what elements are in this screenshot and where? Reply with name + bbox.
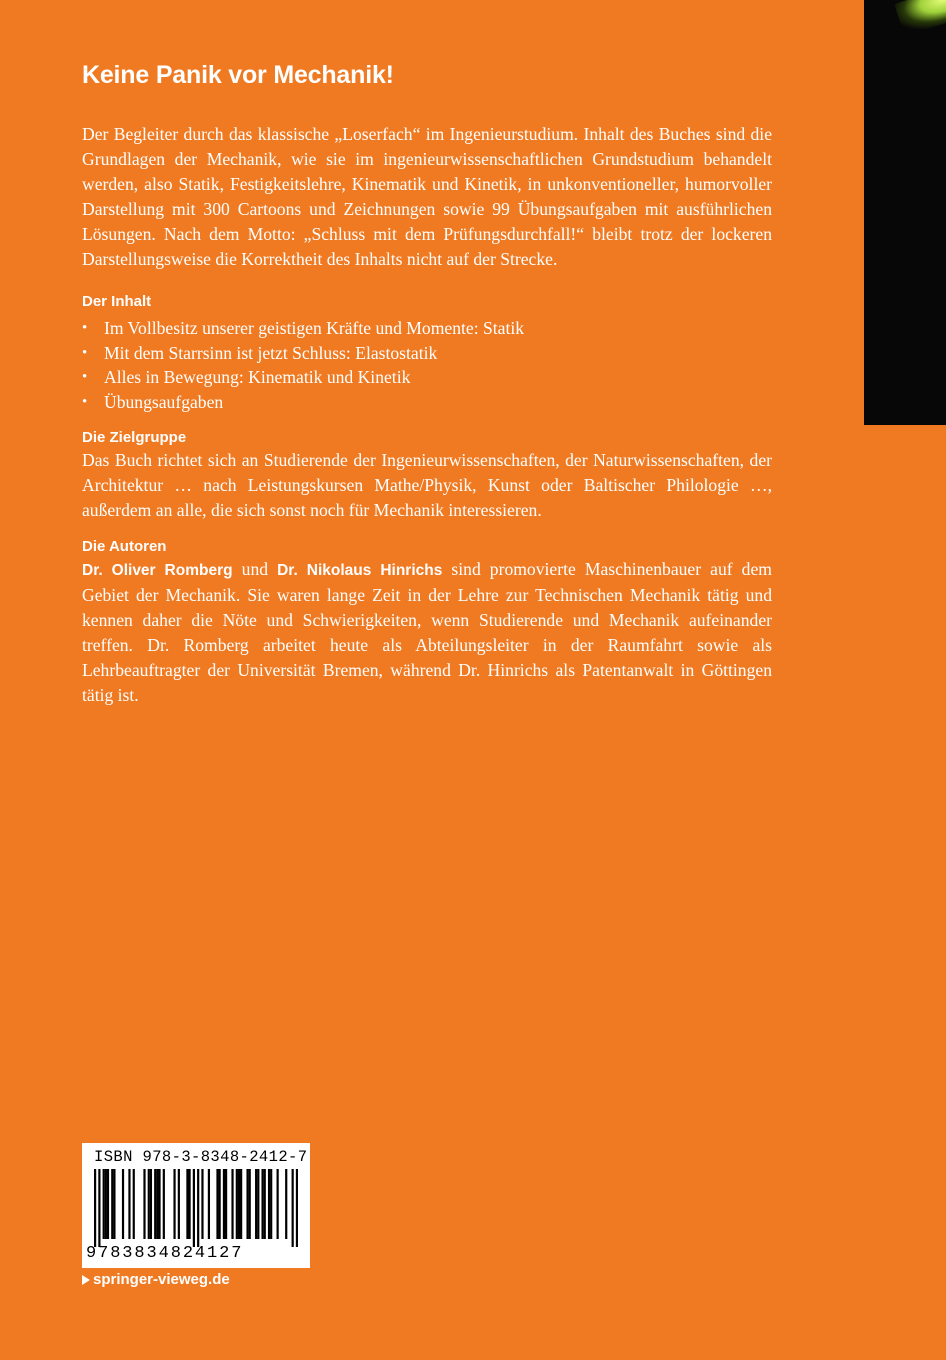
barcode-bar (111, 1169, 113, 1239)
barcode-bar (225, 1169, 227, 1239)
barcode-bar (268, 1169, 270, 1239)
barcode-bar (296, 1169, 298, 1247)
barcode-bar (197, 1169, 199, 1247)
barcode-digits: 9783834824127 (86, 1244, 244, 1263)
audience-heading: Die Zielgruppe (82, 429, 187, 446)
barcode-bar (113, 1169, 115, 1239)
barcode-bar (240, 1169, 242, 1239)
arrow-right-icon (82, 1275, 90, 1285)
website-label: springer-vieweg.de (93, 1271, 230, 1288)
barcode-bar (143, 1169, 145, 1239)
list-item: • Übungsaufgaben (82, 390, 772, 415)
contents-heading: Der Inhalt (82, 293, 152, 310)
barcode-bar (154, 1169, 156, 1239)
publisher-link[interactable] (82, 1271, 230, 1288)
barcode-bar (156, 1169, 158, 1239)
authors-paragraph: Dr. Oliver Romberg und Dr. Nikolaus Hinrichs sind promovierte Maschinenbauer auf dem Gebiet der Mechanik. Sie waren lange Zeit in der Lehre zur Technischen Mechanik tätig und kennen daher die Nöte und Schwierigkeiten, wenn Studierende und Mechanik aufeinander treffen. Dr. Romberg arbeitet heute als Abteilungsleiter in der Raumfahrt sowie als Lehrbeauftragter der Universität Bremen, während Dr. Hinrichs als Patentanwalt in Göttingen tätig ist. (82, 559, 772, 705)
barcode-bar (94, 1169, 96, 1247)
barcode-bar (188, 1169, 190, 1239)
list-item: • Mit dem Starrsinn ist jetzt Schluss: Elastostatik (82, 341, 772, 366)
isbn-label: ISBN 978-3-8348-2412-7 (94, 1148, 308, 1166)
barcode-bar (150, 1169, 152, 1239)
back-cover-text (82, 58, 772, 708)
barcode-bar (219, 1169, 221, 1239)
barcode-bar (128, 1169, 130, 1239)
barcode-bar (223, 1169, 225, 1239)
isbn-barcode (82, 1143, 310, 1268)
barcode-bar (238, 1169, 240, 1239)
barcode-bar (270, 1169, 272, 1239)
barcode-bars (94, 1169, 298, 1247)
barcode-bar (292, 1169, 294, 1247)
barcode-bar (173, 1169, 175, 1239)
barcode-bar (133, 1169, 135, 1239)
bullet-icon: • (82, 320, 88, 336)
barcode-bar (285, 1169, 287, 1239)
list-item: • Alles in Bewegung: Kinematik und Kinetik (82, 365, 772, 390)
barcode-bar (257, 1169, 259, 1239)
barcode-bar (193, 1169, 195, 1247)
barcode-bar (261, 1169, 263, 1239)
audience-paragraph: Das Buch richtet sich an Studierende der Ingenieurwissenschaften, der Naturwissenschaften, der Architektur … nach Leistungskursen Mathe/Physik, Kunst oder Baltischer Philologie …, außerdem an alle, die sich sonst noch für Mechanik interessieren. (82, 450, 772, 520)
barcode-bar (148, 1169, 150, 1239)
author-name: Dr. Oliver Romberg (82, 562, 233, 579)
green-glow (894, 0, 946, 36)
barcode-bar (186, 1169, 188, 1239)
barcode-bar (249, 1169, 251, 1239)
barcode-bar (255, 1169, 257, 1239)
barcode-bar (208, 1169, 210, 1239)
barcode-bar (201, 1169, 203, 1239)
book-title: Keine Panik vor Mechanik! (82, 61, 394, 89)
bullet-icon: • (82, 369, 88, 385)
list-item: • Im Vollbesitz unserer geistigen Kräfte und Momente: Statik (82, 316, 772, 341)
barcode-bar (105, 1169, 107, 1239)
author-name: Dr. Nikolaus Hinrichs (277, 562, 443, 579)
barcode-bar (277, 1169, 279, 1239)
barcode-bar (264, 1169, 266, 1239)
barcode-bar (231, 1169, 233, 1239)
barcode-bar (246, 1169, 248, 1239)
bullet-icon: • (82, 344, 88, 361)
barcode-bar (122, 1169, 124, 1239)
barcode-bar (163, 1169, 165, 1239)
contents-list (82, 316, 772, 414)
barcode-bar (103, 1169, 105, 1239)
barcode-bar (236, 1169, 238, 1239)
barcode-bar (158, 1169, 160, 1239)
authors-heading: Die Autoren (82, 538, 167, 555)
barcode-bar (216, 1169, 218, 1239)
spine-artwork (864, 0, 946, 425)
barcode-bar (107, 1169, 109, 1239)
bullet-icon: • (82, 393, 88, 410)
barcode-bar (98, 1169, 100, 1247)
barcode-bar (178, 1169, 180, 1239)
intro-paragraph: Der Begleiter durch das klassische „Loserfach“ im Ingenieurstudium. Inhalt des Buches sind die Grundlagen der Mechanik, wie sie im ingenieurwissenschaftlichen Grundstudium behandelt werden, also Statik, Festigkeitslehre, Kinematik und Kinetik, in unkonventioneller, humorvoller Darstellung mit 300 Cartoons und Zeichnungen sowie 99 Übungsaufgaben mit ausführlichen Lösungen. Nach dem Motto: „Schluss mit dem Prüfungsdurchfall!“ bleibt trotz der lockeren Darstellungsweise die Korrektheit des Inhalts nicht auf der Strecke. (82, 124, 772, 269)
